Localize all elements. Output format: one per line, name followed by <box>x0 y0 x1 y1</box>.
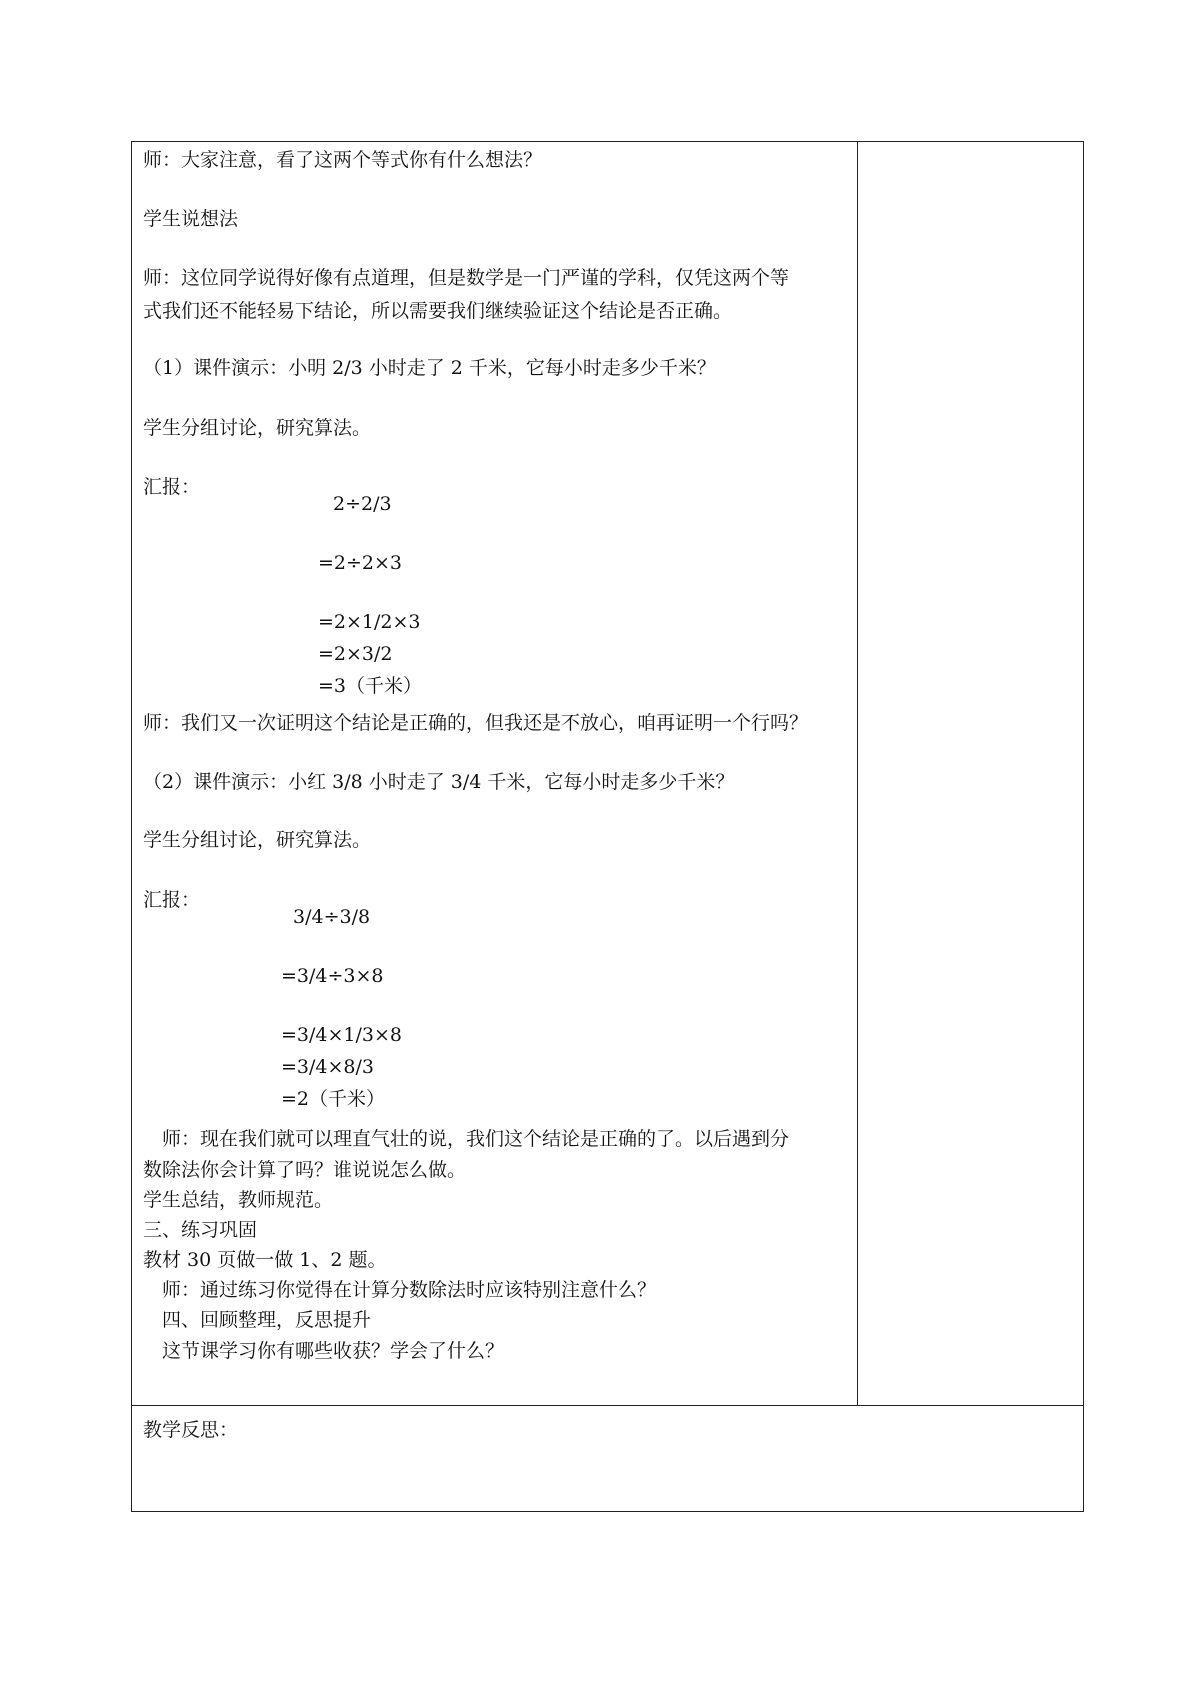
calc-line: 3/4÷3/8 <box>293 906 371 928</box>
text-line: 教材 30 页做一做 1、2 题。 <box>143 1249 387 1271</box>
calc-line: =3/4×1/3×8 <box>281 1024 403 1046</box>
calc-line: =3（千米） <box>318 675 423 697</box>
calc-line: 2÷2/3 <box>333 493 392 515</box>
calc-line: =2（千米） <box>281 1088 386 1110</box>
lesson-table <box>131 141 1084 1512</box>
calc-line: =2×1/2×3 <box>318 611 421 633</box>
text-line: 师：这位同学说得好像有点道理，但是数学是一门严谨的学科，仅凭这两个等 <box>143 267 790 289</box>
text-line: 学生说想法 <box>143 208 239 230</box>
text-line: 学生总结，教师规范。 <box>143 1189 334 1211</box>
calc-line: =2÷2×3 <box>318 552 403 574</box>
row-divider <box>131 1405 1084 1406</box>
column-divider <box>857 141 858 1406</box>
text-line: 学生分组讨论，研究算法。 <box>143 829 372 851</box>
section-heading: 四、回顾整理，反思提升 <box>162 1309 372 1331</box>
calc-line: =2×3/2 <box>318 643 393 665</box>
text-line: 师：现在我们就可以理直气壮的说，我们这个结论是正确的了。以后遇到分 <box>162 1128 790 1150</box>
calc-line: =3/4÷3×8 <box>281 965 384 987</box>
report-label: 汇报： <box>143 476 201 498</box>
calc-line: =3/4×8/3 <box>281 1056 374 1078</box>
section-heading: 三、练习巩固 <box>143 1219 258 1241</box>
text-line: 师：通过练习你觉得在计算分数除法时应该特别注意什么？ <box>162 1279 657 1301</box>
text-line: 学生分组讨论，研究算法。 <box>143 417 372 439</box>
example-1: （1）课件演示：小明 2/3 小时走了 2 千米，它每小时走多少千米？ <box>143 357 716 379</box>
text-line: 师：我们又一次证明这个结论是正确的，但我还是不放心，咱再证明一个行吗？ <box>143 712 809 734</box>
reflection-label: 教学反思： <box>143 1419 239 1441</box>
text-line: 式我们还不能轻易下结论，所以需要我们继续验证这个结论是否正确。 <box>143 300 733 322</box>
text-line: 数除法你会计算了吗？谁说说怎么做。 <box>143 1159 467 1181</box>
text-line: 这节课学习你有哪些收获？学会了什么？ <box>162 1340 505 1362</box>
text-line: 师：大家注意，看了这两个等式你有什么想法？ <box>143 149 543 171</box>
report-label: 汇报： <box>143 889 201 911</box>
example-2: （2）课件演示：小红 3/8 小时走了 3/4 千米，它每小时走多少千米？ <box>143 771 735 793</box>
